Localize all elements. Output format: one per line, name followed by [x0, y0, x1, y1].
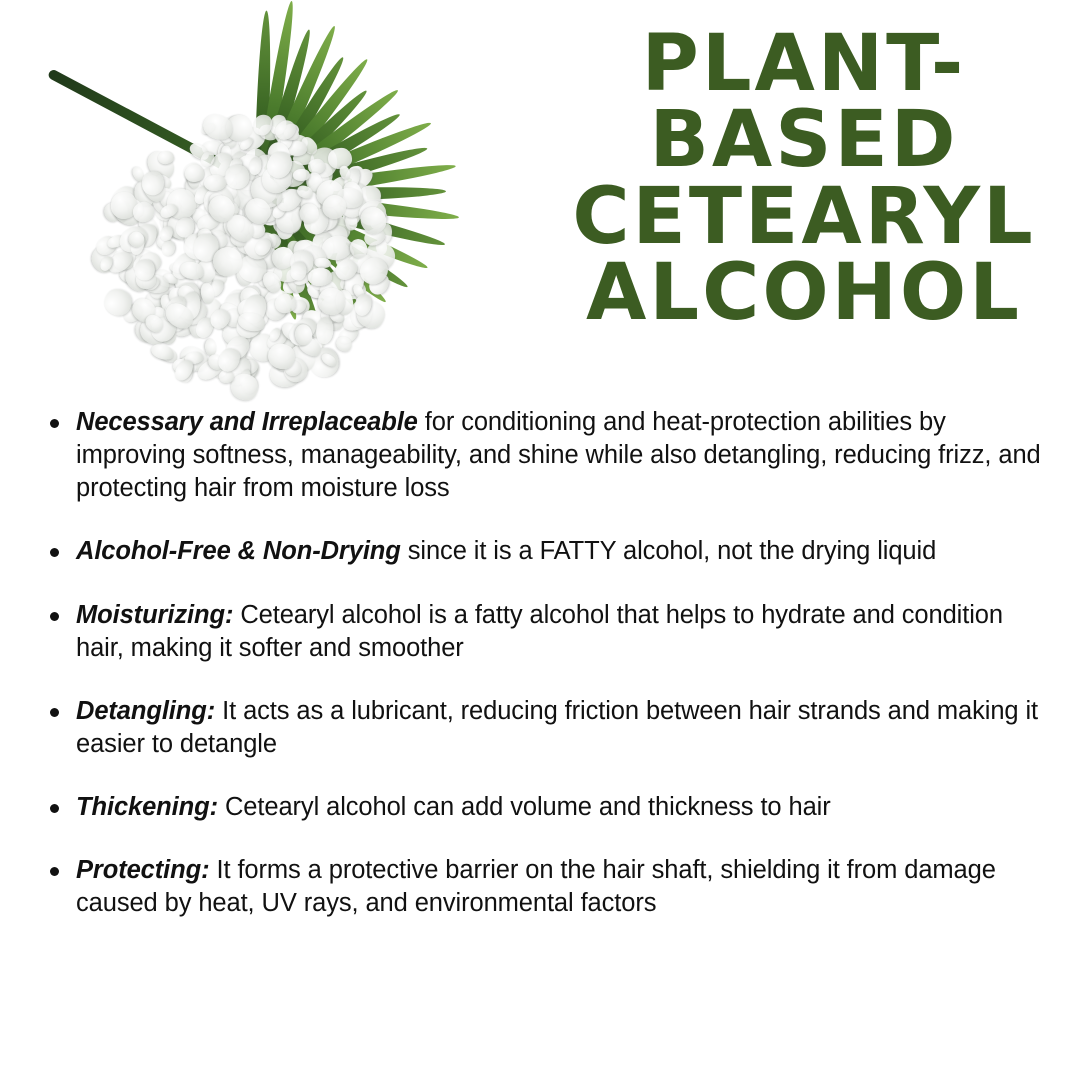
bullet-text: since it is a FATTY alcohol, not the drying liquid — [400, 537, 937, 566]
list-item — [58, 854, 1050, 920]
bullet-text: It acts as a lubricant, reducing friction between hair strands and making it easier to detangle — [76, 696, 1039, 758]
list-item — [58, 791, 1050, 824]
product-image — [0, 0, 545, 400]
hero-section — [0, 0, 1080, 400]
title-line-2: BASED — [649, 95, 959, 186]
pellet — [293, 168, 310, 180]
pellet — [299, 203, 319, 224]
bullet-text: for conditioning and heat-protection abilities by improving softness, manageability, and shine while also detangling, reducing frizz, and protecting hair from moisture loss — [76, 408, 1041, 503]
benefits-section — [0, 406, 1080, 921]
benefits-list — [26, 406, 1050, 921]
page-title — [544, 19, 1064, 339]
title-line-4: ALCOHOL — [586, 248, 1022, 339]
list-item — [58, 695, 1050, 761]
bullet-text: Cetearyl alcohol can add volume and thickness to hair — [218, 793, 831, 822]
list-item — [58, 535, 1050, 568]
list-item — [58, 406, 1050, 505]
cetearyl-alcohol-pellets-graphic — [95, 95, 395, 385]
bullet-lead: Detangling: — [76, 696, 216, 725]
bullet-text: Cetearyl alcohol is a fatty alcohol that helps to hydrate and condition hair, making it softer and smoother — [76, 600, 1003, 662]
pellet — [160, 240, 176, 257]
bullet-lead: Necessary and Irreplaceable — [76, 408, 418, 436]
title-line-3: CETEARYL — [572, 171, 1036, 262]
bullet-text: It forms a protective barrier on the hair shaft, shielding it from damage caused by heat, UV rays, and environmental factors — [76, 856, 996, 918]
list-item — [58, 599, 1050, 665]
title-line-1: PLANT- — [641, 19, 967, 109]
bullet-lead: Thickening: — [76, 793, 218, 822]
bullet-lead: Moisturizing: — [76, 600, 234, 629]
bullet-lead: Protecting: — [76, 856, 210, 885]
pellet — [308, 267, 333, 286]
bullet-lead: Alcohol-Free & Non-Drying — [76, 537, 401, 566]
pellet — [315, 316, 334, 345]
